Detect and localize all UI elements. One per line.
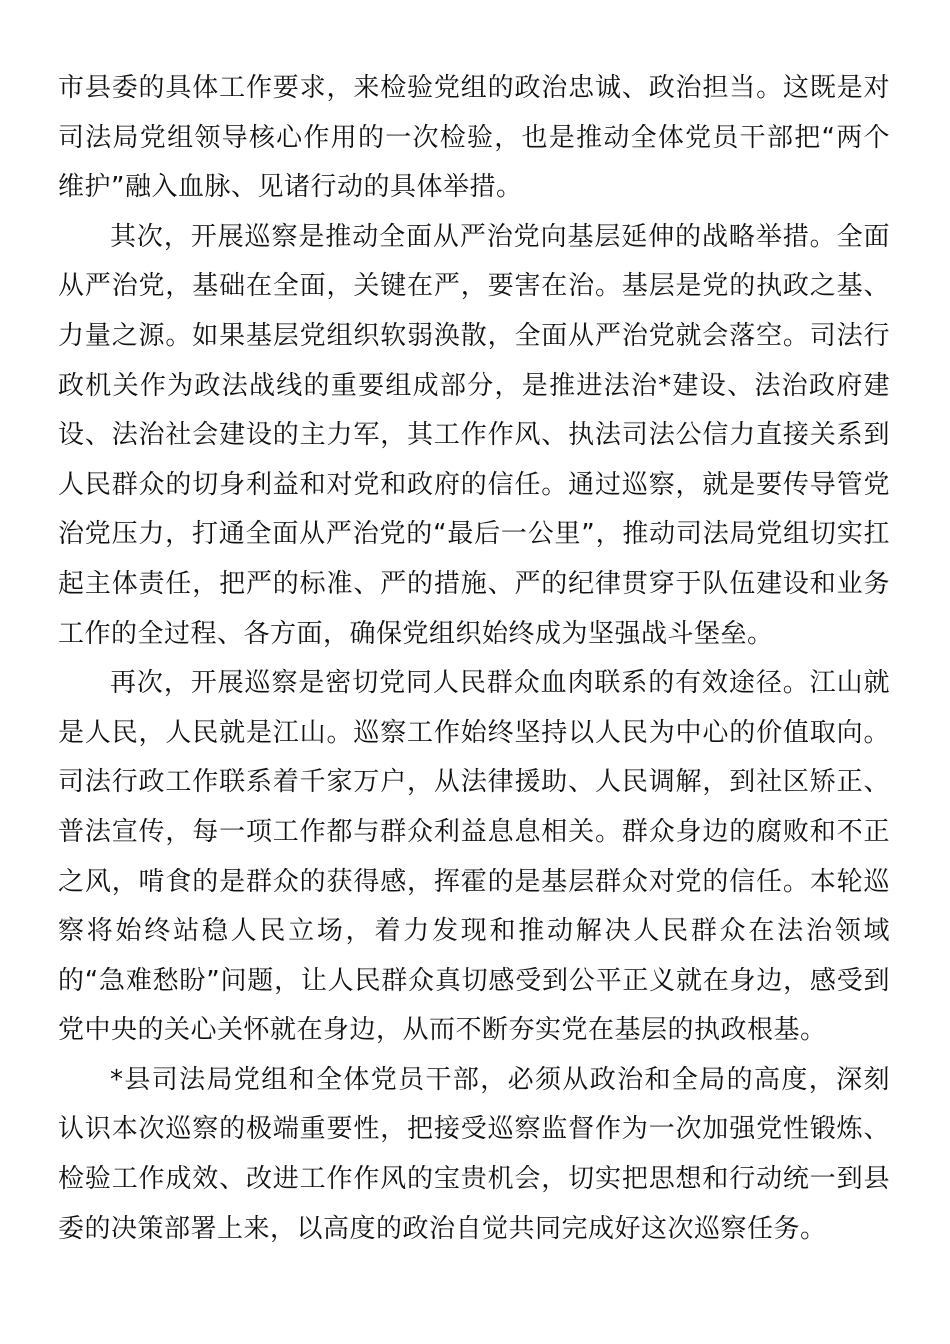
paragraph-continuation: 市县委的具体工作要求，来检验党组的政治忠诚、政治担当。这既是对司法局党组领导核心作用的一次检验，也是推动全体党员干部把“两个维护”融入血脉、见诸行动的具体举措。	[58, 73, 890, 203]
paragraph-thirdly: 再次，开展巡察是密切党同人民群众血肉联系的有效途径。江山就是人民，人民就是江山。巡察工作始终坚持以人民为中心的价值取向。司法行政工作联系着千家万户，从法律援助、人民调解，到社区矫正、普法宣传，每一项工作都与群众利益息息相关。群众身边的腐败和不正之风，啃食的是群众的获得感，挥霍的是基层群众对党的信任。本轮巡察将始终站稳人民立场，着力发现和推动解决人民群众在法治领域的“急难愁盼”问题，让人民群众真切感受到公平正义就在身边，感受到党中央的关心关怀就在身边，从而不断夯实党在基层的执政根基。	[58, 668, 890, 1046]
paragraph-secondly: 其次，开展巡察是推动全面从严治党向基层延伸的战略举措。全面从严治党，基础在全面，关键在严，要害在治。基层是党的执政之基、力量之源。如果基层党组织软弱涣散，全面从严治党就会落空。司法行政机关作为政法战线的重要组成部分，是推进法治*建设、法治政府建设、法治社会建设的主力军，其工作作风、执法司法公信力直接关系到人民群众的切身利益和对党和政府的信任。通过巡察，就是要传导管党治党压力，打通全面从严治党的“最后一公里”，推动司法局党组切实扛起主体责任，把严的标准、严的措施、严的纪律贯穿于队伍建设和业务工作的全过程、各方面，确保党组织始终成为坚强战斗堡垒。	[58, 221, 890, 649]
paragraph-conclusion: *县司法局党组和全体党员干部，必须从政治和全局的高度，深刻认识本次巡察的极端重要性，把接受巡察监督作为一次加强党性锻炼、检验工作成效、改进工作作风的宝贵机会，切实把思想和行动统一到县委的决策部署上来，以高度的政治自觉共同完成好这次巡察任务。	[58, 1064, 890, 1244]
document-body	[58, 64, 890, 1254]
